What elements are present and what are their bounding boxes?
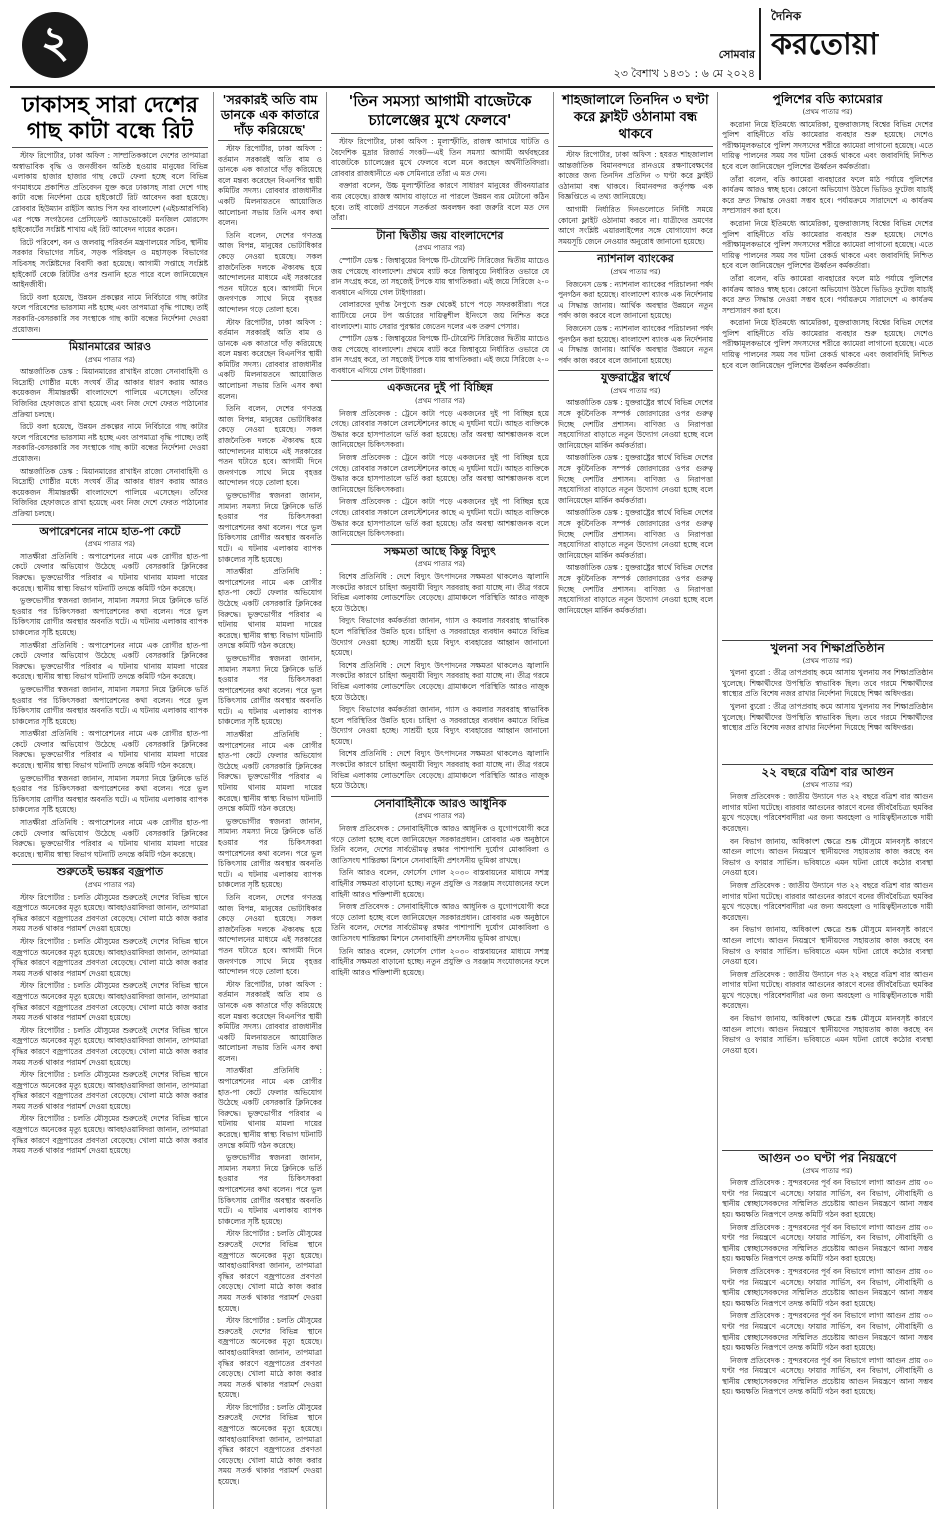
- continued-label: (প্রথম পাতার পর): [414, 812, 466, 821]
- article-paragraph: রিটে বলা হয়েছে, উন্নয়ন প্রকল্পের নামে নির্বিচারে গাছ কাটার ফলে পরিবেশের ভারসাম্য নষ্ট হচ্ছে এবং তাপমাত্রা বৃদ্ধি পাচ্ছে। তাই সরকারি-বেসরকারি সব সংস্থাকে গাছ কাটা বন্ধের নির্দেশনা দেওয়া প্রয়োজন।: [12, 292, 208, 334]
- column-3: [331, 92, 549, 1512]
- article-paragraph: বিশেষ প্রতিনিধি : দেশে বিদ্যুৎ উৎপাদনের সক্ষমতা থাকলেও জ্বালানি সংকটের কারণে চাহিদা অনুযায়ী বিদ্যুৎ সরবরাহ করা যাচ্ছে না। তীব্র গরমে বিভিন্ন এলাকায় লোডশেডিং বেড়েছে। গ্রামাঞ্চলে পরিস্থিতি আরও নাজুক হয়ে উঠেছে।: [331, 660, 549, 702]
- article-paragraph: তাঁরা বলেন, বডি ক্যামেরা ব্যবহারের ফলে মাঠ পর্যায়ে পুলিশের কার্যক্রম আরও স্বচ্ছ হবে। কোনো অভিযোগ উঠলে ভিডিও ফুটেজ যাচাই করে দ্রুত সিদ্ধান্ত নেওয়া সম্ভব হবে। পর্যায়ক্রমে সারাদেশে এ কার্যক্রম সম্প্রসারণ করা হবে।: [722, 273, 933, 315]
- article-paragraph: স্টাফ রিপোর্টার : চলতি মৌসুমের শুরুতেই দেশের বিভিন্ন স্থানে বজ্রপাতে অনেকের মৃত্যু হয়েছে। আবহাওয়াবিদরা জানান, তাপমাত্রা বৃদ্ধির কারণে বজ্রপাতের প্রবণতা বেড়েছে। খোলা মাঠে কাজ করার সময় সতর্ক থাকার পরামর্শ দেওয়া হয়েছে।: [218, 1402, 322, 1487]
- column-rule: [717, 92, 718, 1509]
- article-paragraph: নিজস্ব প্রতিবেদক : ট্রেনে কাটা পড়ে একজনের দুই পা বিচ্ছিন্ন হয়ে গেছে। রোববার সকালে রেলস্টেশনের কাছে এ দুর্ঘটনা ঘটে। আহত ব্যক্তিকে উদ্ধার করে হাসপাতালে ভর্তি করা হয়েছে। তাঁর অবস্থা আশঙ্কাজনক বলে জানিয়েছেন চিকিৎসকরা।: [331, 408, 549, 450]
- column-rule: [326, 92, 327, 1509]
- article-paragraph: নিজস্ব প্রতিবেদক : সুন্দরবনের পূর্ব বন বিভাগে লাগা আগুন প্রায় ৩০ ঘণ্টা পর নিয়ন্ত্রণে এসেছে। ফায়ার সার্ভিস, বন বিভাগ, নৌবাহিনী ও স্থানীয় স্বেচ্ছাসেবকদের সম্মিলিত প্রচেষ্টায় আগুন নিয়ন্ত্রণে আনা সম্ভব হয়। ক্ষয়ক্ষতি নিরূপণে তদন্ত কমিটি গঠন করা হয়েছে।: [722, 1266, 933, 1308]
- article-paragraph: খুলনা ব্যুরো : তীব্র তাপপ্রবাহ কমে আসায় খুলনায় সব শিক্ষাপ্রতিষ্ঠান খুলেছে। শিক্ষার্থীদের উপস্থিতি স্বাভাবিক ছিল। তবে গরমে শিক্ষার্থীদের স্বাস্থ্যের প্রতি বিশেষ নজর রাখার নির্দেশনা দিয়েছে শিক্ষা অধিদপ্তর।: [722, 701, 933, 733]
- column-rule: [553, 92, 554, 1509]
- dateline: [614, 46, 755, 84]
- divider: [12, 147, 208, 148]
- article-paragraph: স্পোর্টস ডেস্ক : জিম্বাবুয়ের বিপক্ষে টি-টোয়েন্টি সিরিজের দ্বিতীয় ম্যাচেও জয় পেয়েছে বাংলাদেশ। প্রথমে ব্যাট করে জিম্বাবুয়ে নির্ধারিত ওভারে যে রান সংগ্রহ করে, তা সহজেই টপকে যায় স্বাগতিকরা। এই জয়ে সিরিজে ২-০ ব্যবধানে এগিয়ে গেল টাইগাররা।: [331, 334, 549, 375]
- article-paragraph: বন বিভাগ জানায়, অধিকাংশ ক্ষেত্রে শুষ্ক মৌসুমে মানবসৃষ্ট কারণে আগুন লাগে। আগুন নিয়ন্ত্রণে স্থানীয়দের সহায়তায় কাজ করছে বন বিভাগ ও ফায়ার সার্ভিস। ভবিষ্যতে এমন ঘটনা রোধে কঠোর ব্যবস্থা নেওয়া হবে।: [722, 1014, 933, 1055]
- article-paragraph: রিটে পরিবেশ, বন ও জলবায়ু পরিবর্তন মন্ত্রণালয়ের সচিব, স্থানীয় সরকার বিভাগের সচিব, সড়ক পরিবহন ও মহাসড়ক বিভাগের সচিবসহ সংশ্লিষ্টদের বিবাদী করা হয়েছে। আগামী সপ্তাহে সংশ্লিষ্ট হাইকোর্ট বেঞ্চে রিটটির ওপর শুনানি হতে পারে বলে জানিয়েছেন আইনজীবী।: [12, 237, 208, 290]
- article-paragraph: আন্তর্জাতিক ডেস্ক : মিয়ানমারের রাখাইন রাজ্যে সেনাবাহিনী ও বিদ্রোহী গোষ্ঠীর মধ্যে সংঘর্ষ তীব্র আকার ধারণ করায় আরও কয়েকজন সীমান্তরক্ষী বাংলাদেশে পালিয়ে এসেছেন। তাঁদের বিজিবির হেফাজতে রাখা হয়েছে এবং নিজ দেশে ফেরত পাঠানোর প্রক্রিয়া চলছে।: [12, 367, 208, 419]
- masthead: [0, 0, 945, 88]
- continued-label: (প্রথম পাতার পর): [414, 244, 466, 253]
- article-paragraph: বোলারদের দুর্দান্ত নৈপুণ্যে শুরু থেকেই চাপে পড়ে সফরকারীরা। পরে ব্যাটিংয়ে নেমে টপ অর্ডারের দায়িত্বশীল ইনিংসে জয় নিশ্চিত করে বাংলাদেশ। ম্যাচ সেরার পুরস্কার জেতেন দলের এক তরুণ পেসার।: [331, 300, 549, 331]
- article-paragraph: করোনা নিয়ে ইতিমধ্যে আমেরিকা, যুক্তরাজ্যসহ বিশ্বের বিভিন্ন দেশের পুলিশ বাহিনীতে বডি ক্যামেরার ব্যবহার শুরু হয়েছে। দেশেও পরীক্ষামূলকভাবে পুলিশ সদস্যদের শরীরে ক্যামেরা লাগানো হয়েছে। এতে দায়িত্ব পালনের সময় সব ঘটনা রেকর্ড থাকবে এবং জবাবদিহি নিশ্চিত হবে বলে জানিয়েছেন পুলিশের ঊর্ধ্বতন কর্মকর্তারা।: [722, 318, 933, 370]
- article-paragraph: স্টাফ রিপোর্টার : চলতি মৌসুমের শুরুতেই দেশের বিভিন্ন স্থানে বজ্রপাতে অনেকের মৃত্যু হয়েছে। আবহাওয়াবিদরা জানান, তাপমাত্রা বৃদ্ধির কারণে বজ্রপাতের প্রবণতা বেড়েছে। খোলা মাঠে কাজ করার সময় সতর্ক থাকার পরামর্শ দেওয়া হয়েছে।: [218, 1316, 322, 1400]
- article-paragraph: বন বিভাগ জানায়, অধিকাংশ ক্ষেত্রে শুষ্ক মৌসুমে মানবসৃষ্ট কারণে আগুন লাগে। আগুন নিয়ন্ত্রণে স্থানীয়দের সহায়তায় কাজ করছে বন বিভাগ ও ফায়ার সার্ভিস। ভবিষ্যতে এমন ঘটনা রোধে কঠোর ব্যবস্থা নেওয়া হবে।: [722, 925, 933, 967]
- article-paragraph: বিজনেস ডেস্ক : ন্যাশনাল ব্যাংকের পরিচালনা পর্ষদ পুনর্গঠন করা হয়েছে। বাংলাদেশ ব্যাংক এক নির্দেশনায় এ সিদ্ধান্ত জানায়। আর্থিক অবস্থার উন্নয়নে নতুন পর্ষদ কাজ করবে বলে জানানো হয়েছে।: [558, 279, 713, 321]
- subhead-army: সেনাবাহিনীকে আরও আধুনিক: [331, 796, 549, 810]
- continued-label: (প্রথম পাতার পর): [84, 881, 136, 889]
- divider: [331, 133, 549, 134]
- article-paragraph: বিজনেস ডেস্ক : ন্যাশনাল ব্যাংকের পরিচালনা পর্ষদ পুনর্গঠন করা হয়েছে। বাংলাদেশ ব্যাংক এক নির্দেশনায় এ সিদ্ধান্ত জানায়। আর্থিক অবস্থার উন্নয়নে নতুন পর্ষদ কাজ করবে বলে জানানো হয়েছে।: [558, 323, 713, 365]
- continued-label: (প্রথম পাতার পর): [802, 656, 853, 665]
- subhead-myanmar: মিয়ানমারের আরও: [12, 339, 208, 353]
- article-paragraph: সাতক্ষীরা প্রতিনিধি : অপারেশনের নামে এক রোগীর হাত-পা কেটে ফেলার অভিযোগ উঠেছে একটি বেসরকারি ক্লিনিকের বিরুদ্ধে। ভুক্তভোগীর পরিবার এ ঘটনায় থানায় মামলা দায়ের করেছে। স্থানীয় স্বাস্থ্য বিভাগ ঘটনাটি তদন্তে কমিটি গঠন করেছে।: [218, 1066, 322, 1150]
- article-paragraph: স্টাফ রিপোর্টার : চলতি মৌসুমের শুরুতেই দেশের বিভিন্ন স্থানে বজ্রপাতে অনেকের মৃত্যু হয়েছে। আবহাওয়াবিদরা জানান, তাপমাত্রা বৃদ্ধির কারণে বজ্রপাতের প্রবণতা বেড়েছে। খোলা মাঠে কাজ করার সময় সতর্ক থাকার পরামর্শ দেওয়া হয়েছে।: [12, 892, 208, 934]
- article-paragraph: আন্তর্জাতিক ডেস্ক : যুক্তরাষ্ট্রের স্বার্থে বিভিন্ন দেশের সঙ্গে কূটনৈতিক সম্পর্ক জোরদারের ওপর গুরুত্ব দিচ্ছে দেশটির প্রশাসন। বাণিজ্য ও নিরাপত্তা সহযোগিতা বাড়াতে নতুন উদ্যোগ নেওয়া হচ্ছে বলে জানিয়েছেন মার্কিন কর্মকর্তারা।: [558, 453, 713, 505]
- headline-airport: শাহজালালে তিনদিন ৩ ঘণ্টা করে ফ্লাইট ওঠানামা বন্ধ থাকবে: [562, 93, 709, 142]
- article-paragraph: স্পোর্টস ডেস্ক : জিম্বাবুয়ের বিপক্ষে টি-টোয়েন্টি সিরিজের দ্বিতীয় ম্যাচেও জয় পেয়েছে বাংলাদেশ। প্রথমে ব্যাট করে জিম্বাবুয়ে নির্ধারিত ওভারে যে রান সংগ্রহ করে, তা সহজেই টপকে যায় স্বাগতিকরা। এই জয়ে সিরিজে ২-০ ব্যবধানে এগিয়ে গেল টাইগাররা।: [331, 255, 549, 297]
- article-paragraph: তিনি বলেন, দেশের গণতন্ত্র আজ বিপন্ন, মানুষের ভোটাধিকার কেড়ে নেওয়া হয়েছে। সকল রাজনৈতিক দলকে ঐক্যবদ্ধ হয়ে আন্দোলনের মাধ্যমে এই সরকারের পতন ঘটাতে হবে। আগামী দিনে জনগণকে সাথে নিয়ে বৃহত্তর আন্দোলন গড়ে তোলা হবে।: [218, 404, 322, 488]
- logo-small-text: দৈনিক: [771, 9, 802, 23]
- article-paragraph: সাতক্ষীরা প্রতিনিধি : অপারেশনের নামে এক রোগীর হাত-পা কেটে ফেলার অভিযোগ উঠেছে একটি বেসরকারি ক্লিনিকের বিরুদ্ধে। ভুক্তভোগীর পরিবার এ ঘটনায় থানায় মামলা দায়ের করেছে। স্থানীয় স্বাস্থ্য বিভাগ ঘটনাটি তদন্তে কমিটি গঠন করেছে।: [12, 640, 208, 682]
- article-paragraph: নিজস্ব প্রতিবেদক : সুন্দরবনের পূর্ব বন বিভাগে লাগা আগুন প্রায় ৩০ ঘণ্টা পর নিয়ন্ত্রণে এসেছে। ফায়ার সার্ভিস, বন বিভাগ, নৌবাহিনী ও স্থানীয় স্বেচ্ছাসেবকদের সম্মিলিত প্রচেষ্টায় আগুন নিয়ন্ত্রণে আনা সম্ভব হয়। ক্ষয়ক্ষতি নিরূপণে তদন্ত কমিটি গঠন করা হয়েছে।: [722, 1222, 933, 1264]
- article-paragraph: নিজস্ব প্রতিবেদক : ট্রেনে কাটা পড়ে একজনের দুই পা বিচ্ছিন্ন হয়ে গেছে। রোববার সকালে রেলস্টেশনের কাছে এ দুর্ঘটনা ঘটে। আহত ব্যক্তিকে উদ্ধার করে হাসপাতালে ভর্তি করা হয়েছে। তাঁর অবস্থা আশঙ্কাজনক বলে জানিয়েছেন চিকিৎসকরা।: [331, 497, 549, 539]
- article-paragraph: নিজস্ব প্রতিবেদক : জাতীয় উদ্যানে গত ২২ বছরে বত্রিশ বার আগুন লাগার ঘটনা ঘটেছে। বারবার আগুনের কারণে বনের জীববৈচিত্র্য হুমকির মুখে পড়েছে। পরিবেশবাদীরা এর জন্য অবহেলা ও দায়িত্বহীনতাকে দায়ী করেছেন।: [722, 880, 933, 922]
- headline-body-camera: পুলিশের বডি ক্যামেরার: [772, 92, 883, 106]
- subhead-usa: যুক্তরাষ্ট্রের স্বার্থে: [558, 370, 713, 384]
- article-paragraph: নিজস্ব প্রতিবেদক : জাতীয় উদ্যানে গত ২২ বছরে বত্রিশ বার আগুন লাগার ঘটনা ঘটেছে। বারবার আগুনের কারণে বনের জীববৈচিত্র্য হুমকির মুখে পড়েছে। পরিবেশবাদীরা এর জন্য অবহেলা ও দায়িত্বহীনতাকে দায়ী করেছেন।: [722, 792, 933, 833]
- subhead-bangladesh-win: টানা দ্বিতীয় জয় বাংলাদেশের: [331, 228, 549, 242]
- subhead-operation: অপারেশনের নামে হাত-পা কেটে: [12, 524, 208, 538]
- article-paragraph: ভুক্তভোগীর স্বজনরা জানান, সামান্য সমস্যা নিয়ে ক্লিনিকে ভর্তি হওয়ার পর চিকিৎসকরা অপারেশনের কথা বলেন। পরে ভুল চিকিৎসায় রোগীর অবস্থার অবনতি ঘটে। এ ঘটনায় এলাকায় ব্যাপক চাঞ্চল্যের সৃষ্টি হয়েছে।: [218, 1153, 322, 1226]
- continued-label: (প্রথম পাতার পর): [802, 108, 853, 116]
- khulna-block: [722, 636, 933, 756]
- article-paragraph: স্টাফ রিপোর্টার : চলতি মৌসুমের শুরুতেই দেশের বিভিন্ন স্থানে বজ্রপাতে অনেকের মৃত্যু হয়েছে। আবহাওয়াবিদরা জানান, তাপমাত্রা বৃদ্ধির কারণে বজ্রপাতের প্রবণতা বেড়েছে। খোলা মাঠে কাজ করার সময় সতর্ক থাকার পরামর্শ দেওয়া হয়েছে।: [12, 1114, 208, 1156]
- column-5: [722, 92, 933, 632]
- article-paragraph: বিশেষ প্রতিনিধি : দেশে বিদ্যুৎ উৎপাদনের সক্ষমতা থাকলেও জ্বালানি সংকটের কারণে চাহিদা অনুযায়ী বিদ্যুৎ সরবরাহ করা যাচ্ছে না। তীব্র গরমে বিভিন্ন এলাকায় লোডশেডিং বেড়েছে। গ্রামাঞ্চলে পরিস্থিতি আরও নাজুক হয়ে উঠেছে।: [331, 571, 549, 613]
- article-paragraph: আগামী নির্ধারিত দিনগুলোতে নির্দিষ্ট সময়ে কোনো ফ্লাইট ওঠানামা করবে না। যাত্রীদের ভ্রমণের আগে সংশ্লিষ্ট এয়ারলাইন্সের সঙ্গে যোগাযোগ করে সময়সূচি জেনে নেওয়ার অনুরোধ জানানো হয়েছে।: [558, 204, 713, 246]
- column-2: [218, 92, 322, 1512]
- article-paragraph: নিজস্ব প্রতিবেদক : সুন্দরবনের পূর্ব বন বিভাগে লাগা আগুন প্রায় ৩০ ঘণ্টা পর নিয়ন্ত্রণে এসেছে। ফায়ার সার্ভিস, বন বিভাগ, নৌবাহিনী ও স্থানীয় স্বেচ্ছাসেবকদের সম্মিলিত প্রচেষ্টায় আগুন নিয়ন্ত্রণে আনা সম্ভব হয়। ক্ষয়ক্ষতি নিরূপণে তদন্ত কমিটি গঠন করা হয়েছে।: [722, 1355, 933, 1397]
- subhead-lightning: শুরুতেই ভয়ঙ্কর বজ্রপাত: [12, 864, 208, 878]
- article-paragraph: বিশেষ প্রতিনিধি : দেশে বিদ্যুৎ উৎপাদনের সক্ষমতা থাকলেও জ্বালানি সংকটের কারণে চাহিদা অনুযায়ী বিদ্যুৎ সরবরাহ করা যাচ্ছে না। তীব্র গরমে বিভিন্ন এলাকায় লোডশেডিং বেড়েছে। গ্রামাঞ্চলে পরিস্থিতি আরও নাজুক হয়ে উঠেছে।: [331, 749, 549, 791]
- continued-label: (প্রথম পাতার পর): [802, 1166, 853, 1175]
- continued-label: (প্রথম পাতার পর): [84, 540, 136, 549]
- article-paragraph: স্টাফ রিপোর্টার, ঢাকা অফিস : বর্তমান সরকারই অতি বাম ও ডানকে এক কাতারে দাঁড় করিয়েছে বলে মন্তব্য করেছেন বিএনপির স্থায়ী কমিটির সদস্য। রোববার রাজধানীর একটি মিলনায়তনে আয়োজিত আলোচনা সভায় তিনি এসব কথা বলেন।: [218, 979, 322, 1063]
- article-paragraph: সাতক্ষীরা প্রতিনিধি : অপারেশনের নামে এক রোগীর হাত-পা কেটে ফেলার অভিযোগ উঠেছে একটি বেসরকারি ক্লিনিকের বিরুদ্ধে। ভুক্তভোগীর পরিবার এ ঘটনায় থানায় মামলা দায়ের করেছে। স্থানীয় স্বাস্থ্য বিভাগ ঘটনাটি তদন্তে কমিটি গঠন করেছে।: [12, 729, 208, 771]
- article-paragraph: আন্তর্জাতিক ডেস্ক : মিয়ানমারের রাখাইন রাজ্যে সেনাবাহিনী ও বিদ্রোহী গোষ্ঠীর মধ্যে সংঘর্ষ তীব্র আকার ধারণ করায় আরও কয়েকজন সীমান্তরক্ষী বাংলাদেশে পালিয়ে এসেছেন। তাঁদের বিজিবির হেফাজতে রাখা হয়েছে এবং নিজ দেশে ফেরত পাঠানোর প্রক্রিয়া চলছে।: [12, 466, 208, 518]
- subhead-legs: একজনের দুই পা বিচ্ছিন্ন: [331, 380, 549, 394]
- article-paragraph: নিজস্ব প্রতিবেদক : ট্রেনে কাটা পড়ে একজনের দুই পা বিচ্ছিন্ন হয়ে গেছে। রোববার সকালে রেলস্টেশনের কাছে এ দুর্ঘটনা ঘটে। আহত ব্যক্তিকে উদ্ধার করে হাসপাতালে ভর্তি করা হয়েছে। তাঁর অবস্থা আশঙ্কাজনক বলে জানিয়েছেন চিকিৎসকরা।: [331, 453, 549, 494]
- masthead-rule: [10, 86, 935, 88]
- article-paragraph: ভুক্তভোগীর স্বজনরা জানান, সামান্য সমস্যা নিয়ে ক্লিনিকে ভর্তি হওয়ার পর চিকিৎসকরা অপারেশনের কথা বলেন। পরে ভুল চিকিৎসায় রোগীর অবস্থার অবনতি ঘটে। এ ঘটনায় এলাকায় ব্যাপক চাঞ্চল্যের সৃষ্টি হয়েছে।: [218, 816, 322, 890]
- article-paragraph: স্টাফ রিপোর্টার : চলতি মৌসুমের শুরুতেই দেশের বিভিন্ন স্থানে বজ্রপাতে অনেকের মৃত্যু হয়েছে। আবহাওয়াবিদরা জানান, তাপমাত্রা বৃদ্ধির কারণে বজ্রপাতের প্রবণতা বেড়েছে। খোলা মাঠে কাজ করার সময় সতর্ক থাকার পরামর্শ দেওয়া হয়েছে।: [12, 1025, 208, 1067]
- article-paragraph: নিজস্ব প্রতিবেদক : সেনাবাহিনীকে আরও আধুনিক ও যুগোপযোগী করে গড়ে তোলা হচ্ছে বলে জানিয়েছেন সরকারপ্রধান। রোববার এক অনুষ্ঠানে তিনি বলেন, দেশের সার্বভৌমত্ব রক্ষার পাশাপাশি দুর্যোগ মোকাবিলা ও জাতিসংঘ শান্তিরক্ষা মিশনে সেনাবাহিনী প্রশংসনীয় ভূমিকা রাখছে।: [331, 824, 549, 865]
- article-paragraph: ভুক্তভোগীর স্বজনরা জানান, সামান্য সমস্যা নিয়ে ক্লিনিকে ভর্তি হওয়ার পর চিকিৎসকরা অপারেশনের কথা বলেন। পরে ভুল চিকিৎসায় রোগীর অবস্থার অবনতি ঘটে। এ ঘটনায় এলাকায় ব্যাপক চাঞ্চল্যের সৃষ্টি হয়েছে।: [218, 491, 322, 564]
- fire-22-years-block: [722, 760, 933, 1140]
- article-paragraph: করোনা নিয়ে ইতিমধ্যে আমেরিকা, যুক্তরাজ্যসহ বিশ্বের বিভিন্ন দেশের পুলিশ বাহিনীতে বডি ক্যামেরার ব্যবহার শুরু হয়েছে। দেশেও পরীক্ষামূলকভাবে পুলিশ সদস্যদের শরীরে ক্যামেরা লাগানো হয়েছে। এতে দায়িত্ব পালনের সময় সব ঘটনা রেকর্ড থাকবে এবং জবাবদিহি নিশ্চিত হবে বলে জানিয়েছেন পুলিশের ঊর্ধ্বতন কর্মকর্তারা।: [722, 218, 933, 271]
- column-rule: [213, 92, 214, 1509]
- article-paragraph: সাতক্ষীরা প্রতিনিধি : অপারেশনের নামে এক রোগীর হাত-পা কেটে ফেলার অভিযোগ উঠেছে একটি বেসরকারি ক্লিনিকের বিরুদ্ধে। ভুক্তভোগীর পরিবার এ ঘটনায় থানায় মামলা দায়ের করেছে। স্থানীয় স্বাস্থ্য বিভাগ ঘটনাটি তদন্তে কমিটি গঠন করেছে।: [12, 551, 208, 593]
- article-paragraph: তিনি আরও বলেন, ফোর্সেস গোল ২০৩০ বাস্তবায়নের মাধ্যমে সশস্ত্র বাহিনীর সক্ষমতা বাড়ানো হচ্ছে। নতুন প্রযুক্তি ও সরঞ্জাম সংযোজনের ফলে বাহিনী আরও শক্তিশালী হয়েছে।: [331, 868, 549, 899]
- article-paragraph: সাতক্ষীরা প্রতিনিধি : অপারেশনের নামে এক রোগীর হাত-পা কেটে ফেলার অভিযোগ উঠেছে একটি বেসরকারি ক্লিনিকের বিরুদ্ধে। ভুক্তভোগীর পরিবার এ ঘটনায় থানায় মামলা দায়ের করেছে। স্থানীয় স্বাস্থ্য বিভাগ ঘটনাটি তদন্তে কমিটি গঠন করেছে।: [218, 567, 322, 651]
- continued-label: (প্রথম পাতার পর): [414, 560, 466, 569]
- continued-label: (প্রথম পাতার পর): [610, 386, 661, 395]
- article-paragraph: ভুক্তভোগীর স্বজনরা জানান, সামান্য সমস্যা নিয়ে ক্লিনিকে ভর্তি হওয়ার পর চিকিৎসকরা অপারেশনের কথা বলেন। পরে ভুল চিকিৎসায় রোগীর অবস্থার অবনতি ঘটে। এ ঘটনায় এলাকায় ব্যাপক চাঞ্চল্যের সৃষ্টি হয়েছে।: [218, 653, 322, 727]
- article-paragraph: বিদ্যুৎ বিভাগের কর্মকর্তারা জানান, গ্যাস ও কয়লার সরবরাহ স্বাভাবিক হলে পরিস্থিতির উন্নতি হবে। চাহিদা ও সরবরাহের ব্যবধান কমাতে বিভিন্ন উদ্যোগ নেওয়া হচ্ছে। সাশ্রয়ী হয়ে বিদ্যুৎ ব্যবহারের আহ্বান জানানো হয়েছে।: [331, 705, 549, 746]
- article-paragraph: আন্তর্জাতিক ডেস্ক : যুক্তরাষ্ট্রের স্বার্থে বিভিন্ন দেশের সঙ্গে কূটনৈতিক সম্পর্ক জোরদারের ওপর গুরুত্ব দিচ্ছে দেশটির প্রশাসন। বাণিজ্য ও নিরাপত্তা সহযোগিতা বাড়াতে নতুন উদ্যোগ নেওয়া হচ্ছে বলে জানিয়েছেন মার্কিন কর্মকর্তারা।: [558, 508, 713, 560]
- newspaper-logo: [759, 8, 931, 80]
- article-paragraph: স্টাফ রিপোর্টার, ঢাকা অফিস : বর্তমান সরকারই অতি বাম ও ডানকে এক কাতারে দাঁড় করিয়েছে বলে মন্তব্য করেছেন বিএনপির স্থায়ী কমিটির সদস্য। রোববার রাজধানীর একটি মিলনায়তনে আয়োজিত আলোচনা সভায় তিনি এসব কথা বলেন।: [218, 144, 322, 228]
- article-paragraph: স্টাফ রিপোর্টার, ঢাকা অফিস : হযরত শাহজালাল আন্তর্জাতিক বিমানবন্দরে রানওয়ে রক্ষণাবেক্ষণের কাজের জন্য তিনদিন প্রতিদিন ৩ ঘণ্টা করে ফ্লাইট ওঠানামা বন্ধ থাকবে। বিমানবন্দর কর্তৃপক্ষ এক বিজ্ঞপ্তিতে এ তথ্য জানিয়েছে।: [558, 150, 713, 202]
- column-4: [558, 92, 713, 1512]
- continued-label: (প্রথম পাতার পর): [84, 355, 136, 364]
- headline-budget: 'তিন সমস্যা আগামী বাজেটকে চ্যালেঞ্জের মুখে ফেলবে': [348, 92, 532, 129]
- article-paragraph: নিজস্ব প্রতিবেদক : জাতীয় উদ্যানে গত ২২ বছরে বত্রিশ বার আগুন লাগার ঘটনা ঘটেছে। বারবার আগুনের কারণে বনের জীববৈচিত্র্য হুমকির মুখে পড়েছে। পরিবেশবাদীরা এর জন্য অবহেলা ও দায়িত্বহীনতাকে দায়ী করেছেন।: [722, 969, 933, 1011]
- headline-opposition: 'সরকারই অতি বাম ডানকে এক কাতারে দাঁড় করিয়েছে': [220, 92, 320, 137]
- logo-big-text: করতোয়া: [771, 27, 879, 62]
- subhead-khulna: খুলনা সব শিক্ষাপ্রতিষ্ঠান: [722, 640, 933, 654]
- article-paragraph: স্টাফ রিপোর্টার, ঢাকা অফিস : মূল্যস্ফীতি, রাজস্ব আদায়ে ঘাটতি ও বৈদেশিক মুদ্রার রিজার্ভ সংকট—এই তিন সমস্যা আগামী অর্থবছরের বাজেটকে চ্যালেঞ্জের মুখে ফেলবে বলে মনে করছেন অর্থনীতিবিদরা। রোববার রাজধানীতে এক সেমিনারে তাঁরা এ মত দেন।: [331, 137, 549, 178]
- article-paragraph: স্টাফ রিপোর্টার, ঢাকা অফিস : সাম্প্রতিককালে দেশের তাপমাত্রা অস্বাভাবিক বৃদ্ধি ও জনজীবন অতিষ্ঠ হওয়ায় মানুষের বিভিন্ন এলাকায় হাজার হাজার গাছ কেটে ফেলা হচ্ছে বলে বিভিন্ন গণমাধ্যমে প্রকাশিত প্রতিবেদন যুক্ত করে ঢাকাসহ সারা দেশে গাছ কাটা বন্ধে নির্দেশনা চেয়ে হাইকোর্টে রিট আবেদন করা হয়েছে। রোববার হিউম্যান রাইটস অ্যান্ড পিস ফর বাংলাদেশ (এইচআরপিবি) এর পক্ষে সংগঠনের প্রেসিডেন্ট অ্যাডভোকেট মনজিল মোরসেদ হাইকোর্টের সংশ্লিষ্ট শাখায় এই রিট আবেদন দায়ের করেন।: [12, 151, 208, 235]
- subhead-22-years: ২২ বছরে বত্রিশ বার আগুন: [722, 764, 933, 778]
- article-paragraph: স্টাফ রিপোর্টার : চলতি মৌসুমের শুরুতেই দেশের বিভিন্ন স্থানে বজ্রপাতে অনেকের মৃত্যু হয়েছে। আবহাওয়াবিদরা জানান, তাপমাত্রা বৃদ্ধির কারণে বজ্রপাতের প্রবণতা বেড়েছে। খোলা মাঠে কাজ করার সময় সতর্ক থাকার পরামর্শ দেওয়া হয়েছে।: [12, 981, 208, 1023]
- article-paragraph: রিটে বলা হয়েছে, উন্নয়ন প্রকল্পের নামে নির্বিচারে গাছ কাটার ফলে পরিবেশের ভারসাম্য নষ্ট হচ্ছে এবং তাপমাত্রা বৃদ্ধি পাচ্ছে। তাই সরকারি-বেসরকারি সব সংস্থাকে গাছ কাটা বন্ধের নির্দেশনা দেওয়া প্রয়োজন।: [12, 422, 208, 464]
- headline-tree-cutting: ঢাকাসহ সারা দেশের গাছ কাটা বন্ধে রিট: [22, 92, 198, 144]
- column-1: [12, 92, 208, 1512]
- article-paragraph: সাতক্ষীরা প্রতিনিধি : অপারেশনের নামে এক রোগীর হাত-পা কেটে ফেলার অভিযোগ উঠেছে একটি বেসরকারি ক্লিনিকের বিরুদ্ধে। ভুক্তভোগীর পরিবার এ ঘটনায় থানায় মামলা দায়ের করেছে। স্থানীয় স্বাস্থ্য বিভাগ ঘটনাটি তদন্তে কমিটি গঠন করেছে।: [12, 818, 208, 859]
- continued-label: (প্রথম পাতার পর): [414, 397, 466, 406]
- fire-30-hours-block: [722, 1146, 933, 1508]
- article-paragraph: আন্তর্জাতিক ডেস্ক : যুক্তরাষ্ট্রের স্বার্থে বিভিন্ন দেশের সঙ্গে কূটনৈতিক সম্পর্ক জোরদারের ওপর গুরুত্ব দিচ্ছে দেশটির প্রশাসন। বাণিজ্য ও নিরাপত্তা সহযোগিতা বাড়াতে নতুন উদ্যোগ নেওয়া হচ্ছে বলে জানিয়েছেন মার্কিন কর্মকর্তারা।: [558, 398, 713, 450]
- article-paragraph: নিজস্ব প্রতিবেদক : সেনাবাহিনীকে আরও আধুনিক ও যুগোপযোগী করে গড়ে তোলা হচ্ছে বলে জানিয়েছেন সরকারপ্রধান। রোববার এক অনুষ্ঠানে তিনি বলেন, দেশের সার্বভৌমত্ব রক্ষার পাশাপাশি দুর্যোগ মোকাবিলা ও জাতিসংঘ শান্তিরক্ষা মিশনে সেনাবাহিনী প্রশংসনীয় ভূমিকা রাখছে।: [331, 902, 549, 943]
- day-label: সোমবার: [718, 48, 755, 61]
- article-paragraph: স্টাফ রিপোর্টার : চলতি মৌসুমের শুরুতেই দেশের বিভিন্ন স্থানে বজ্রপাতে অনেকের মৃত্যু হয়েছে। আবহাওয়াবিদরা জানান, তাপমাত্রা বৃদ্ধির কারণে বজ্রপাতের প্রবণতা বেড়েছে। খোলা মাঠে কাজ করার সময় সতর্ক থাকার পরামর্শ দেওয়া হয়েছে।: [12, 936, 208, 978]
- article-paragraph: বন বিভাগ জানায়, অধিকাংশ ক্ষেত্রে শুষ্ক মৌসুমে মানবসৃষ্ট কারণে আগুন লাগে। আগুন নিয়ন্ত্রণে স্থানীয়দের সহায়তায় কাজ করছে বন বিভাগ ও ফায়ার সার্ভিস। ভবিষ্যতে এমন ঘটনা রোধে কঠোর ব্যবস্থা নেওয়া হবে।: [722, 836, 933, 878]
- article-paragraph: তিনি আরও বলেন, ফোর্সেস গোল ২০৩০ বাস্তবায়নের মাধ্যমে সশস্ত্র বাহিনীর সক্ষমতা বাড়ানো হচ্ছে। নতুন প্রযুক্তি ও সরঞ্জাম সংযোজনের ফলে বাহিনী আরও শক্তিশালী হয়েছে।: [331, 946, 549, 977]
- article-paragraph: ভুক্তভোগীর স্বজনরা জানান, সামান্য সমস্যা নিয়ে ক্লিনিকে ভর্তি হওয়ার পর চিকিৎসকরা অপারেশনের কথা বলেন। পরে ভুল চিকিৎসায় রোগীর অবস্থার অবনতি ঘটে। এ ঘটনায় এলাকায় ব্যাপক চাঞ্চল্যের সৃষ্টি হয়েছে।: [12, 684, 208, 726]
- article-paragraph: বক্তারা বলেন, উচ্চ মূল্যস্ফীতির কারণে সাধারণ মানুষের জীবনযাত্রার ব্যয় বেড়েছে। রাজস্ব আদায় বাড়াতে না পারলে উন্নয়ন ব্যয় মেটানো কঠিন হবে। তাই বাজেট প্রণয়নে সতর্কতা অবলম্বন করা জরুরি বলে মত দেন তাঁরা।: [331, 181, 549, 223]
- article-paragraph: ভুক্তভোগীর স্বজনরা জানান, সামান্য সমস্যা নিয়ে ক্লিনিকে ভর্তি হওয়ার পর চিকিৎসকরা অপারেশনের কথা বলেন। পরে ভুল চিকিৎসায় রোগীর অবস্থার অবনতি ঘটে। এ ঘটনায় এলাকায় ব্যাপক চাঞ্চল্যের সৃষ্টি হয়েছে।: [12, 596, 208, 637]
- article-paragraph: স্টাফ রিপোর্টার : চলতি মৌসুমের শুরুতেই দেশের বিভিন্ন স্থানে বজ্রপাতে অনেকের মৃত্যু হয়েছে। আবহাওয়াবিদরা জানান, তাপমাত্রা বৃদ্ধির কারণে বজ্রপাতের প্রবণতা বেড়েছে। খোলা মাঠে কাজ করার সময় সতর্ক থাকার পরামর্শ দেওয়া হয়েছে।: [12, 1070, 208, 1111]
- divider: [558, 146, 713, 147]
- article-paragraph: নিজস্ব প্রতিবেদক : সুন্দরবনের পূর্ব বন বিভাগে লাগা আগুন প্রায় ৩০ ঘণ্টা পর নিয়ন্ত্রণে এসেছে। ফায়ার সার্ভিস, বন বিভাগ, নৌবাহিনী ও স্থানীয় স্বেচ্ছাসেবকদের সম্মিলিত প্রচেষ্টায় আগুন নিয়ন্ত্রণে আনা সম্ভব হয়। ক্ষয়ক্ষতি নিরূপণে তদন্ত কমিটি গঠন করা হয়েছে।: [722, 1311, 933, 1353]
- article-paragraph: সাতক্ষীরা প্রতিনিধি : অপারেশনের নামে এক রোগীর হাত-পা কেটে ফেলার অভিযোগ উঠেছে একটি বেসরকারি ক্লিনিকের বিরুদ্ধে। ভুক্তভোগীর পরিবার এ ঘটনায় থানায় মামলা দায়ের করেছে। স্থানীয় স্বাস্থ্য বিভাগ ঘটনাটি তদন্তে কমিটি গঠন করেছে।: [218, 730, 322, 814]
- continued-label: (প্রথম পাতার পর): [610, 267, 661, 276]
- subhead-national-bank: ন্যাশনাল ব্যাংকের: [558, 251, 713, 265]
- subhead-electricity: সক্ষমতা আছে কিন্তু বিদ্যুৎ: [331, 544, 549, 558]
- page-number: ২: [22, 12, 88, 78]
- article-paragraph: তাঁরা বলেন, বডি ক্যামেরা ব্যবহারের ফলে মাঠ পর্যায়ে পুলিশের কার্যক্রম আরও স্বচ্ছ হবে। কোনো অভিযোগ উঠলে ভিডিও ফুটেজ যাচাই করে দ্রুত সিদ্ধান্ত নেওয়া সম্ভব হবে। পর্যায়ক্রমে সারাদেশে এ কার্যক্রম সম্প্রসারণ করা হবে।: [722, 174, 933, 216]
- article-paragraph: তিনি বলেন, দেশের গণতন্ত্র আজ বিপন্ন, মানুষের ভোটাধিকার কেড়ে নেওয়া হয়েছে। সকল রাজনৈতিক দলকে ঐক্যবদ্ধ হয়ে আন্দোলনের মাধ্যমে এই সরকারের পতন ঘটাতে হবে। আগামী দিনে জনগণকে সাথে নিয়ে বৃহত্তর আন্দোলন গড়ে তোলা হবে।: [218, 230, 322, 314]
- divider: [218, 140, 322, 141]
- article-paragraph: করোনা নিয়ে ইতিমধ্যে আমেরিকা, যুক্তরাজ্যসহ বিশ্বের বিভিন্ন দেশের পুলিশ বাহিনীতে বডি ক্যামেরার ব্যবহার শুরু হয়েছে। দেশেও পরীক্ষামূলকভাবে পুলিশ সদস্যদের শরীরে ক্যামেরা লাগানো হয়েছে। এতে দায়িত্ব পালনের সময় সব ঘটনা রেকর্ড থাকবে এবং জবাবদিহি নিশ্চিত হবে বলে জানিয়েছেন পুলিশের ঊর্ধ্বতন কর্মকর্তারা।: [722, 119, 933, 171]
- article-paragraph: তিনি বলেন, দেশের গণতন্ত্র আজ বিপন্ন, মানুষের ভোটাধিকার কেড়ে নেওয়া হয়েছে। সকল রাজনৈতিক দলকে ঐক্যবদ্ধ হয়ে আন্দোলনের মাধ্যমে এই সরকারের পতন ঘটাতে হবে। আগামী দিনে জনগণকে সাথে নিয়ে বৃহত্তর আন্দোলন গড়ে তোলা হবে।: [218, 892, 322, 977]
- subhead-30-hours: আগুন ৩০ ঘণ্টা পর নিয়ন্ত্রণে: [722, 1150, 933, 1164]
- article-paragraph: আন্তর্জাতিক ডেস্ক : যুক্তরাষ্ট্রের স্বার্থে বিভিন্ন দেশের সঙ্গে কূটনৈতিক সম্পর্ক জোরদারের ওপর গুরুত্ব দিচ্ছে দেশটির প্রশাসন। বাণিজ্য ও নিরাপত্তা সহযোগিতা বাড়াতে নতুন উদ্যোগ নেওয়া হচ্ছে বলে জানিয়েছেন মার্কিন কর্মকর্তারা।: [558, 563, 713, 615]
- article-paragraph: নিজস্ব প্রতিবেদক : সুন্দরবনের পূর্ব বন বিভাগে লাগা আগুন প্রায় ৩০ ঘণ্টা পর নিয়ন্ত্রণে এসেছে। ফায়ার সার্ভিস, বন বিভাগ, নৌবাহিনী ও স্থানীয় স্বেচ্ছাসেবকদের সম্মিলিত প্রচেষ্টায় আগুন নিয়ন্ত্রণে আনা সম্ভব হয়। ক্ষয়ক্ষতি নিরূপণে তদন্ত কমিটি গঠন করা হয়েছে।: [722, 1178, 933, 1219]
- article-paragraph: বিদ্যুৎ বিভাগের কর্মকর্তারা জানান, গ্যাস ও কয়লার সরবরাহ স্বাভাবিক হলে পরিস্থিতির উন্নতি হবে। চাহিদা ও সরবরাহের ব্যবধান কমাতে বিভিন্ন উদ্যোগ নেওয়া হচ্ছে। সাশ্রয়ী হয়ে বিদ্যুৎ ব্যবহারের আহ্বান জানানো হয়েছে।: [331, 616, 549, 658]
- article-paragraph: ভুক্তভোগীর স্বজনরা জানান, সামান্য সমস্যা নিয়ে ক্লিনিকে ভর্তি হওয়ার পর চিকিৎসকরা অপারেশনের কথা বলেন। পরে ভুল চিকিৎসায় রোগীর অবস্থার অবনতি ঘটে। এ ঘটনায় এলাকায় ব্যাপক চাঞ্চল্যের সৃষ্টি হয়েছে।: [12, 773, 208, 815]
- article-paragraph: স্টাফ রিপোর্টার, ঢাকা অফিস : বর্তমান সরকারই অতি বাম ও ডানকে এক কাতারে দাঁড় করিয়েছে বলে মন্তব্য করেছেন বিএনপির স্থায়ী কমিটির সদস্য। রোববার রাজধানীর একটি মিলনায়তনে আয়োজিত আলোচনা সভায় তিনি এসব কথা বলেন।: [218, 317, 322, 401]
- article-paragraph: খুলনা ব্যুরো : তীব্র তাপপ্রবাহ কমে আসায় খুলনায় সব শিক্ষাপ্রতিষ্ঠান খুলেছে। শিক্ষার্থীদের উপস্থিতি স্বাভাবিক ছিল। তবে গরমে শিক্ষার্থীদের স্বাস্থ্যের প্রতি বিশেষ নজর রাখার নির্দেশনা দিয়েছে শিক্ষা অধিদপ্তর।: [722, 668, 933, 699]
- article-paragraph: স্টাফ রিপোর্টার : চলতি মৌসুমের শুরুতেই দেশের বিভিন্ন স্থানে বজ্রপাতে অনেকের মৃত্যু হয়েছে। আবহাওয়াবিদরা জানান, তাপমাত্রা বৃদ্ধির কারণে বজ্রপাতের প্রবণতা বেড়েছে। খোলা মাঠে কাজ করার সময় সতর্ক থাকার পরামর্শ দেওয়া হয়েছে।: [218, 1229, 322, 1313]
- date-label: ২৩ বৈশাখ ১৪৩১ : ৬ মে ২০২৪: [613, 67, 755, 80]
- continued-label: (প্রথম পাতার পর): [802, 780, 853, 789]
